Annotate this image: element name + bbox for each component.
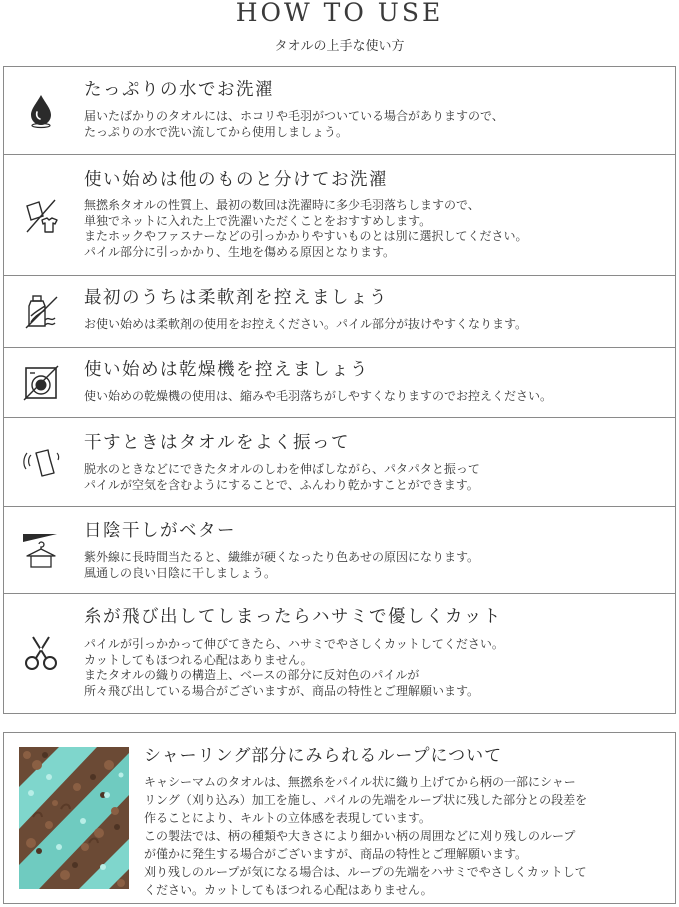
tip-line: お使い始めは柔軟剤の使用をお控えください。パイル部分が抜けやすくなります。 [84,317,528,331]
tip-item [3,155,676,276]
no-softener-icon [18,289,64,335]
tip-item [3,594,676,714]
loop-note-line: ください。カットしてもほつれる心配はありません。 [144,883,433,897]
tip-title: 糸が飛び出してしまったらハサミで優しくカット [84,607,502,627]
tip-line: カットしてもほつれる心配はありません。 [84,652,313,667]
scissors-icon [18,630,64,676]
tip-title: たっぷりの水でお洗濯 [84,80,274,100]
loop-note-line: 刈り残しのループが気になる場合は、ループの先端をハサミでやさしくカットして [144,865,587,879]
tip-title: 干すときはタオルをよく振って [84,433,350,453]
loop-note-line: この製法では、柄の種類や大きさにより細かい柄の周囲などに刈り残しのループ [144,829,576,843]
separate-laundry-icon [18,193,64,239]
shake-towel-icon [18,440,64,486]
tip-item [3,418,676,507]
tip-line: またタオルの織りの構造上、ベースの部分に反対色のパイルが [84,668,420,682]
tip-line: 風通しの良い日陰に干しましょう。 [84,565,277,580]
shade-dry-icon [18,527,64,573]
tip-line: たっぷりの水で洗い流してから使用しましょう。 [84,124,349,139]
tip-line: 使い始めの乾燥機の使用は、縮みや毛羽落ちがしやすくなりますのでお控えください。 [84,389,553,403]
tip-item [3,348,676,418]
tip-body [84,637,504,699]
tip-title: 使い始めは乾燥機を控えましょう [84,360,369,380]
tip-body [84,550,479,581]
towel-pile-photo [19,747,129,889]
loop-note-line: 作ることにより、キルトの立体感を表現しています。 [144,811,431,825]
tip-body [84,317,527,333]
page-title: HOW TO USE [235,0,444,27]
tip-line: 届いたばかりのタオルには、ホコリや毛羽がついている場合がありますので、 [84,109,504,123]
tip-line: パイルが引っかかって伸びてきたら、ハサミでやさしくカットしてください。 [84,637,504,651]
tip-item [3,67,676,155]
loop-note-line: リング（刈り込み）加工を施し、パイルの先端をループ状に残した部分との段差を [144,793,588,807]
tip-body [84,462,480,493]
page-subtitle: タオルの上手な使い方 [274,39,405,54]
tip-item [3,507,676,594]
tip-body [84,109,504,140]
loop-note-box [3,732,676,904]
tip-body [84,389,552,405]
tip-line: またホックやファスナーなどの引っかかりやすいものとは別に選択してください。 [84,229,528,243]
no-dryer-icon [18,360,64,406]
tip-title: 日陰干しがベター [84,521,236,541]
tips-list [3,66,676,714]
tip-line: 紫外線に長時間当たると、繊維が硬くなったり色あせの原因になります。 [84,550,480,564]
tip-line: 単独でネットに入れた上で洗濯いただくことをおすすめします。 [84,213,432,228]
tip-line: 無撚糸タオルの性質上、最初の数回は洗濯時に多少毛羽落ちしますので、 [84,198,480,212]
loop-note-title: シャーリング部分にみられるループについて [144,746,503,766]
loop-note-body [144,773,587,899]
tip-item [3,276,676,348]
tip-body [84,198,528,260]
tip-title: 使い始めは他のものと分けてお洗濯 [84,170,388,190]
loop-note-line: キャシーマムのタオルは、無撚糸をパイル状に織り上げてから柄の一部にシャー [144,775,576,789]
tip-line: 脱水のときなどにできたタオルのしわを伸ばしながら、パタパタと振って [84,462,480,476]
tip-line: パイル部分に引っかかり、生地を傷める原因となります。 [84,244,396,259]
tip-title: 最初のうちは柔軟剤を控えましょう [84,288,388,308]
tip-line: 所々飛び出している場合がございますが、商品の特性とご理解願います。 [84,683,480,698]
water-drop-icon [18,87,64,133]
tip-line: パイルが空気を含むようにすることで、ふんわり乾かすことができます。 [84,477,479,492]
loop-note-line: が僅かに発生する場合がございますが、商品の特性とご理解願います。 [144,847,528,861]
